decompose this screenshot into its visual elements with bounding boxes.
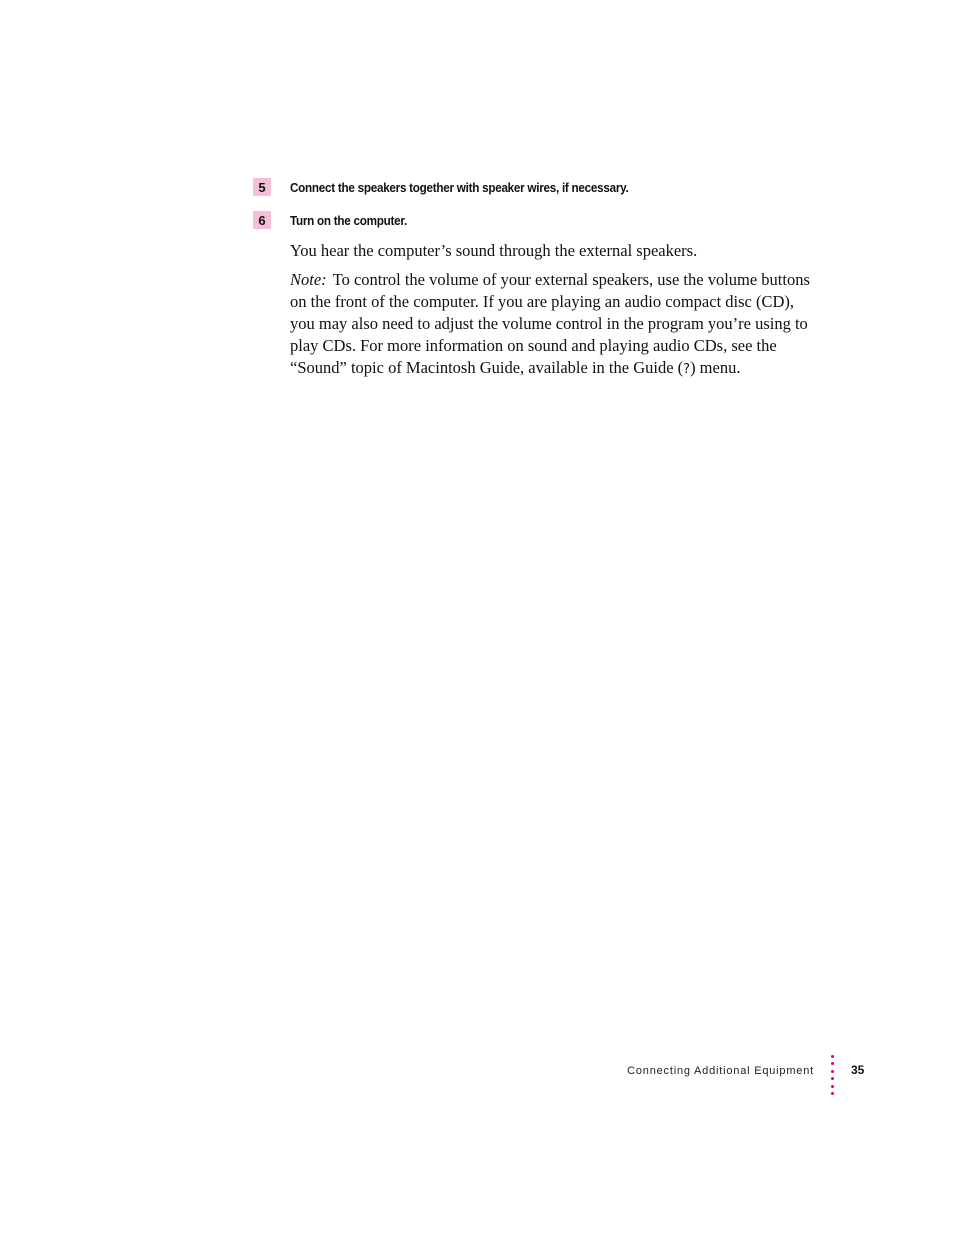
note-label: Note: [290, 270, 327, 289]
step-number-badge: 6 [253, 211, 271, 229]
step-6 [253, 211, 420, 229]
step-5 [253, 178, 666, 196]
help-menu-icon: ? [683, 362, 691, 377]
dotted-divider [829, 1055, 835, 1095]
result-paragraph: You hear the computer’s sound through the external speakers. [290, 241, 698, 260]
step-instruction: Connect the speakers together with speaker wires, if necessary. [290, 179, 629, 195]
note-text: To control the volume of your external speakers, use the volume buttons on the front of the computer. If you are playing an audio compact disc (CD), you may also need to adjust the volume control in the program you’re using to play CDs. For more information on sound and playing audio CDs, see the “Sound” topic of Macintosh Guide, available in the Guide ( [290, 270, 810, 377]
note-text-end: ) menu. [690, 358, 741, 377]
step-instruction: Turn on the computer. [290, 212, 407, 228]
step-number-badge: 5 [253, 178, 271, 196]
running-footer-title: Connecting Additional Equipment [627, 1065, 814, 1077]
note-paragraph [290, 269, 810, 381]
step-6-body [290, 240, 810, 381]
page-footer [600, 1055, 870, 1095]
page-number: 35 [851, 1063, 865, 1077]
